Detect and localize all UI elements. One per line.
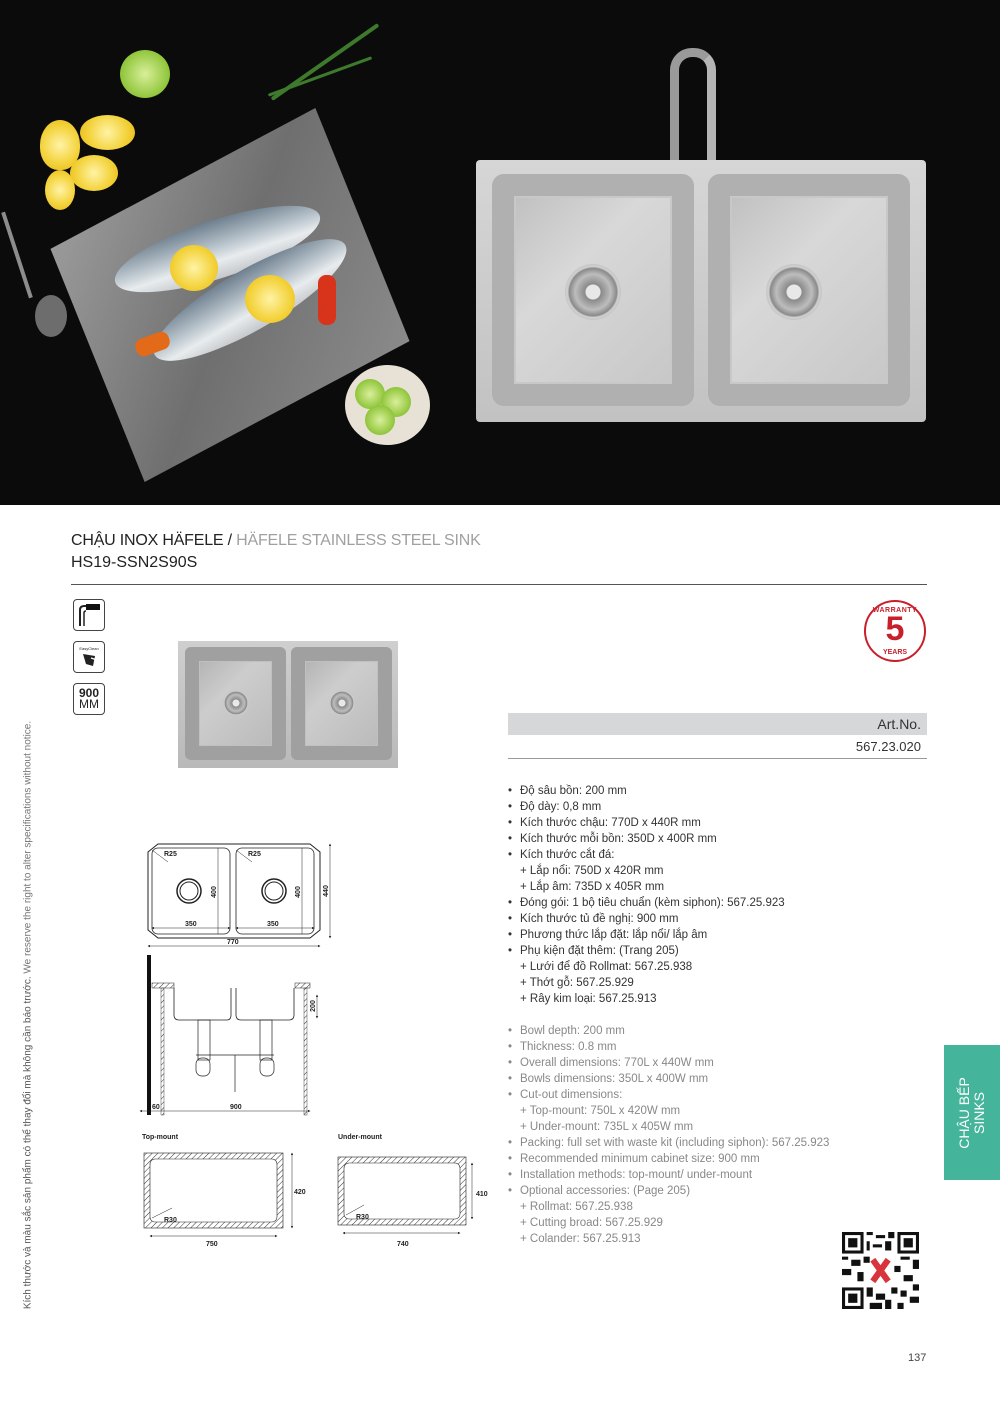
lime	[120, 50, 170, 98]
spec-item: • Recommended minimum cabinet size: 900 mm	[508, 1151, 928, 1167]
drain-icon	[223, 690, 249, 716]
undermount-icon	[73, 599, 105, 631]
easyclean-label: EasyClean	[79, 646, 99, 651]
lemon-wedge	[80, 115, 135, 150]
art-no-divider	[508, 758, 927, 759]
bowl-width-right: 350	[267, 921, 279, 928]
specs-vietnamese	[508, 783, 928, 1007]
bowl-height-left: 400	[211, 886, 218, 898]
disclaimer-vi: Kích thước và màu sắc sản phẩm có thể thay đổi mà không cần báo trước.	[22, 976, 34, 1310]
cutout-under-mount	[338, 1134, 488, 1248]
spec-item: • Bowl depth: 200 mm	[508, 1023, 928, 1039]
spec-subitem: + Lưới để đồ Rollmat: 567.25.938	[520, 961, 693, 973]
qr-code[interactable]	[842, 1232, 919, 1309]
cabinet-900-icon	[73, 683, 105, 715]
spec-item: • Kích thước mỗi bồn: 350D x 400R mm	[508, 831, 928, 847]
model-number: HS19-SSN2S90S	[71, 554, 198, 571]
spec-subitem: + Lắp nổi: 750D x 420R mm	[520, 865, 664, 877]
spec-subitem: + Lắp âm: 735D x 405R mm	[520, 881, 665, 893]
specs-english	[508, 1023, 928, 1247]
overall-width: 770	[227, 939, 239, 946]
chili	[318, 275, 336, 325]
drain-icon	[565, 264, 621, 320]
spoon	[1, 212, 33, 299]
side-view-drawing	[140, 955, 317, 1115]
warranty-years-number: 5	[885, 610, 905, 648]
cutout-width-top-mount: 750	[206, 1241, 218, 1248]
spec-item: • Độ dày: 0,8 mm	[508, 799, 928, 815]
cutout-label-top-mount: Top-mount	[142, 1134, 179, 1141]
spec-subitem: + Cutting broad: 567.25.929	[520, 1217, 663, 1229]
top-view-drawing	[148, 844, 330, 946]
title-en: HÄFELE STAINLESS STEEL SINK	[236, 532, 481, 549]
spec-item: • Phụ kiện đặt thêm: (Trang 205)	[508, 943, 928, 959]
sink-bowl-right	[708, 174, 910, 406]
title-separator: /	[223, 532, 237, 549]
drain-icon	[329, 690, 355, 716]
photo-bowl-left	[185, 647, 286, 760]
spec-item: • Optional accessories: (Page 205)	[508, 1183, 928, 1199]
cabinet-size-value: 900	[78, 686, 100, 700]
overall-height: 440	[323, 885, 330, 897]
cutout-radius-under-mount: R30	[356, 1214, 369, 1221]
bowl-height-right: 400	[295, 886, 302, 898]
section-tab-label-en: SINKS	[971, 1091, 987, 1135]
hero-sink	[476, 160, 926, 422]
spec-item: • Packing: full set with waste kit (including siphon): 567.25.923	[508, 1135, 928, 1151]
spec-item: • Thickness: 0.8 mm	[508, 1039, 928, 1055]
title-vi: CHẬU INOX HÄFELE	[71, 532, 224, 549]
spec-item: • Đóng gói: 1 bộ tiêu chuẩn (kèm siphon): 567.25.923	[508, 895, 928, 911]
sink-bowl-left	[492, 174, 694, 406]
bowl-width-left: 350	[185, 921, 197, 928]
photo-bowl-right	[291, 647, 392, 760]
technical-drawing	[130, 830, 510, 1260]
cutout-height-under-mount: 410	[476, 1191, 488, 1198]
page-title	[71, 532, 481, 550]
spec-subitem: + Under-mount: 735L x 405W mm	[520, 1121, 694, 1133]
lemon-wedge	[45, 170, 75, 210]
cabinet-width: 900	[230, 1104, 242, 1111]
spec-subitem: + Thớt gỗ: 567.25.929	[520, 977, 634, 989]
lemon-wedge	[70, 155, 118, 191]
easyclean-icon	[73, 641, 105, 673]
lemon-slice	[245, 275, 295, 323]
warranty-years-label: YEARS	[882, 649, 908, 656]
spec-subitem: + Top-mount: 750L x 420W mm	[520, 1105, 681, 1117]
spec-item: • Kích thước tủ đề nghị: 900 mm	[508, 911, 928, 927]
hero-image	[0, 0, 1000, 505]
cutout-top-mount	[142, 1134, 306, 1248]
cutout-width-under-mount: 740	[397, 1241, 409, 1248]
spec-item: • Cut-out dimensions:	[508, 1087, 928, 1103]
spec-item: • Bowls dimensions: 350L x 400W mm	[508, 1071, 928, 1087]
spec-item: • Installation methods: top-mount/ under-mount	[508, 1167, 928, 1183]
section-tab-label-vi: CHẬU BẾP	[956, 1077, 972, 1149]
page-number: 137	[908, 1352, 927, 1364]
cutout-label-under-mount: Under-mount	[338, 1134, 382, 1141]
spec-item: • Độ sâu bồn: 200 mm	[508, 783, 928, 799]
spec-subitem: + Rây kim loại: 567.25.913	[520, 993, 657, 1005]
bowl-depth: 200	[310, 1000, 317, 1012]
art-no-value: 567.23.020	[855, 739, 921, 754]
spoon-bowl	[35, 295, 67, 337]
warranty-label: WARRANTY	[872, 607, 918, 614]
spec-item: • Kích thước cắt đá:	[508, 847, 928, 863]
spec-subitem: + Colander: 567.25.913	[520, 1233, 641, 1245]
cabinet-size-unit: MM	[79, 697, 99, 711]
warranty-badge	[864, 600, 926, 662]
top-view-radius-right: R25	[248, 851, 261, 858]
spec-item: • Phương thức lắp đặt: lắp nổi/ lắp âm	[508, 927, 928, 943]
spec-item: • Overall dimensions: 770L x 440W mm	[508, 1055, 928, 1071]
disclaimer	[23, 721, 34, 1309]
lime-bowl	[345, 365, 430, 445]
section-tab-sinks[interactable]	[944, 1045, 1000, 1180]
top-view-radius-left: R25	[164, 851, 177, 858]
disclaimer-en: We reserve the right to alter specifications without notice.	[22, 720, 34, 977]
lemon-slice	[170, 245, 218, 291]
product-photo	[178, 641, 398, 768]
spec-subitem: + Rollmat: 567.25.938	[520, 1201, 633, 1213]
cutout-radius-top-mount: R30	[164, 1217, 177, 1224]
art-no-header: Art.No.	[508, 713, 927, 735]
cutout-height-top-mount: 420	[294, 1189, 306, 1196]
spec-item: • Kích thước chậu: 770D x 440R mm	[508, 815, 928, 831]
title-divider	[71, 584, 927, 585]
drain-icon	[766, 264, 822, 320]
wall-gap: 60	[152, 1104, 160, 1111]
